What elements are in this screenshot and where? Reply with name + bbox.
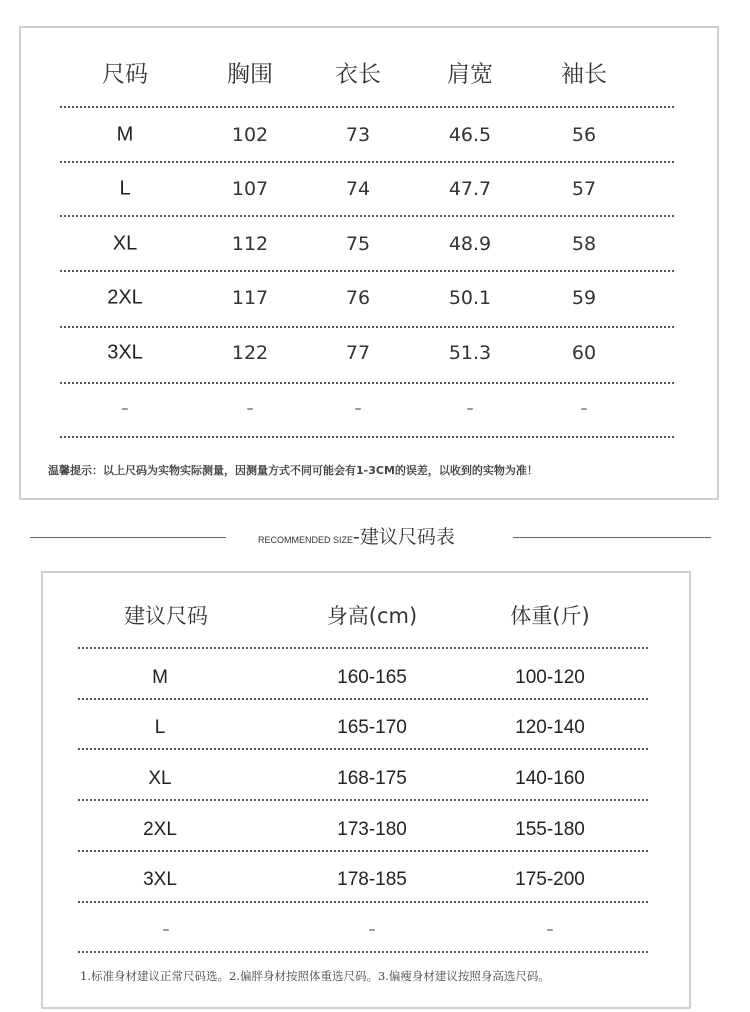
cell-size: 2XL (143, 819, 177, 840)
recommend-chart-note: 1.标准身材建议正常尺码选。2.偏胖身材按照体重选尺码。3.偏瘦身材建议按照身高选尺码。 (80, 969, 550, 983)
row-divider (60, 326, 674, 328)
section-divider-left (30, 537, 226, 538)
cell-shoulder: 50.1 (448, 287, 492, 309)
cell-sleeve: 57 (571, 178, 597, 200)
cell-size: – (162, 922, 170, 938)
row-divider (78, 901, 648, 903)
cell-sleeve: 60 (571, 342, 597, 364)
cell-size: XL (112, 232, 138, 255)
cell-sleeve: 58 (571, 233, 597, 255)
row-divider (78, 850, 648, 852)
cell-weight: 140-160 (515, 768, 585, 789)
recommend-chart-panel (41, 571, 691, 1009)
header-chest: 胸围 (227, 61, 273, 88)
cell-height: 178-185 (337, 869, 407, 890)
cell-height: 165-170 (337, 717, 407, 738)
header-size: 尺码 (102, 61, 148, 88)
header-length: 衣长 (335, 61, 381, 88)
cell-weight: – (546, 922, 554, 938)
cell-length: 73 (345, 124, 371, 146)
cell-shoulder: 51.3 (448, 342, 492, 364)
size-chart-note: 温馨提示：以上尺码为实物实际测量，因测量方式不同可能会有1-3CM的误差，以收到的实物为准！ (48, 464, 538, 477)
cell-weight: 175-200 (515, 869, 585, 890)
row-divider (60, 270, 674, 272)
header-height: 身高(cm) (326, 604, 418, 628)
section-title (258, 522, 455, 549)
cell-chest: 117 (231, 287, 269, 309)
section-title-sep: - (353, 526, 360, 548)
cell-shoulder: – (466, 401, 474, 417)
cell-size: 2XL (107, 286, 143, 309)
cell-size: XL (148, 768, 172, 789)
cell-weight: 120-140 (515, 717, 585, 738)
section-divider-right (513, 537, 711, 538)
cell-height: 173-180 (337, 819, 407, 840)
cell-shoulder: 48.9 (448, 233, 492, 255)
row-divider (60, 161, 674, 163)
header-shoulder: 肩宽 (447, 61, 493, 88)
cell-length: 76 (345, 287, 371, 309)
cell-size: M (152, 667, 168, 688)
row-divider (60, 215, 674, 217)
header-sleeve: 袖长 (561, 61, 607, 88)
cell-weight: 155-180 (515, 819, 585, 840)
cell-height: – (368, 922, 376, 938)
cell-height: 168-175 (337, 768, 407, 789)
row-divider (78, 951, 648, 953)
row-divider (78, 799, 648, 801)
cell-length: 75 (345, 233, 371, 255)
cell-size: L (119, 177, 131, 200)
cell-size: M (116, 123, 134, 146)
section-title-zh: 建议尺码表 (359, 526, 455, 548)
cell-sleeve: 56 (571, 124, 597, 146)
cell-size: L (154, 717, 166, 738)
cell-chest: 107 (231, 178, 269, 200)
cell-weight: 100-120 (515, 667, 585, 688)
cell-length: 77 (345, 342, 371, 364)
cell-sleeve: 59 (571, 287, 597, 309)
cell-sleeve: – (580, 401, 588, 417)
row-divider (78, 748, 648, 750)
cell-size: 3XL (143, 869, 177, 890)
cell-size: 3XL (107, 341, 143, 364)
cell-shoulder: 47.7 (448, 178, 492, 200)
cell-height: 160-165 (337, 667, 407, 688)
header-weight: 体重(斤) (510, 604, 590, 628)
row-divider (60, 436, 674, 438)
cell-size: – (121, 401, 129, 417)
size-chart-panel (19, 26, 719, 500)
cell-chest: 122 (231, 342, 269, 364)
row-divider (60, 106, 674, 108)
section-title-en: RECOMMENDED SIZE (258, 535, 354, 545)
row-divider (78, 698, 648, 700)
row-divider (78, 647, 648, 649)
cell-length: 74 (345, 178, 371, 200)
cell-chest: 102 (231, 124, 269, 146)
cell-length: – (354, 401, 362, 417)
cell-shoulder: 46.5 (448, 124, 492, 146)
cell-chest: – (246, 401, 254, 417)
cell-chest: 112 (231, 233, 269, 255)
header-size: 建议尺码 (124, 604, 208, 628)
row-divider (60, 382, 674, 384)
